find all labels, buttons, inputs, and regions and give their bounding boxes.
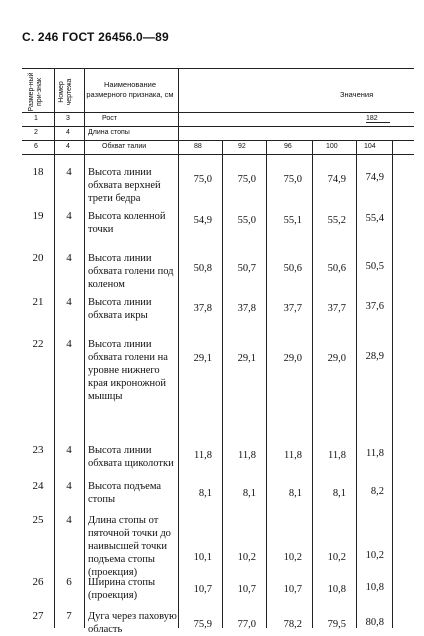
row-value: 10,8	[327, 584, 346, 595]
row-drawing-number: 4	[66, 338, 72, 350]
row-value: 50,6	[283, 263, 302, 274]
height-value: 182	[366, 115, 390, 123]
row-value: 78,2	[283, 619, 302, 630]
row-value: 11,8	[328, 450, 346, 461]
row-value: 10,7	[193, 584, 212, 595]
row-value: 29,0	[283, 353, 302, 364]
col-line	[178, 68, 179, 628]
waist-value: 92	[238, 143, 246, 150]
row-value: 8,1	[242, 488, 256, 499]
col-line	[84, 68, 85, 628]
control-row-name: Обхват талии	[102, 143, 147, 150]
row-name: Высота линии обхвата голени под коленом	[88, 253, 174, 290]
row-value: 74,9	[365, 172, 384, 183]
control-row-drawing: 4	[66, 143, 70, 150]
row-value: 50,7	[237, 263, 256, 274]
row-value: 8,2	[370, 486, 384, 497]
row-value: 55,2	[327, 215, 346, 226]
row-value: 55,4	[365, 213, 384, 224]
col-line	[222, 140, 223, 628]
row-value: 10,7	[237, 584, 256, 595]
row-name: Длина стопы от пяточной точки до наивысшей точки подъема стопы (проекция)	[88, 515, 171, 578]
row-value: 37,8	[193, 303, 212, 314]
row-value: 74,9	[327, 174, 346, 185]
page-header: С. 246 ГОСТ 26456.0—89	[22, 30, 169, 44]
row-number: 26	[32, 576, 44, 588]
header-values: Значения	[340, 90, 374, 99]
row-drawing-number: 4	[66, 252, 72, 264]
row-value: 28,9	[365, 351, 384, 362]
row-number: 27	[32, 610, 44, 622]
row-value: 10,2	[237, 552, 256, 563]
control-row-no: 6	[34, 143, 38, 150]
row-drawing-number: 6	[66, 576, 72, 588]
control-row-name: Рост	[102, 115, 117, 122]
row-name: Ширина стопы (проекция)	[88, 577, 156, 601]
header-name: Наименование размерного признака, см	[86, 80, 174, 99]
control-row-no: 2	[34, 129, 38, 136]
control-row-drawing: 4	[66, 129, 70, 136]
row-value: 10,8	[365, 582, 384, 593]
row-drawing-number: 4	[66, 166, 72, 178]
row-value: 10,7	[283, 584, 302, 595]
row-number: 20	[32, 252, 44, 264]
row-value: 10,2	[283, 552, 302, 563]
row-value: 11,8	[194, 450, 212, 461]
row-line	[22, 112, 414, 113]
data-table	[22, 68, 414, 635]
waist-value: 100	[326, 143, 338, 150]
row-value: 37,6	[365, 301, 384, 312]
row-value: 10,2	[365, 550, 384, 561]
row-drawing-number: 4	[66, 296, 72, 308]
row-name: Высота подъема стопы	[88, 481, 162, 505]
row-value: 11,8	[284, 450, 302, 461]
row-value: 80,8	[365, 617, 384, 628]
control-row-drawing: 3	[66, 115, 70, 122]
col-line	[392, 140, 393, 628]
row-drawing-number: 7	[66, 610, 72, 622]
row-number: 18	[32, 166, 44, 178]
row-number: 22	[32, 338, 44, 350]
waist-value: 88	[194, 143, 202, 150]
row-value: 29,1	[237, 353, 256, 364]
row-value: 11,8	[238, 450, 256, 461]
row-value: 29,0	[327, 353, 346, 364]
row-number: 25	[32, 514, 44, 526]
row-value: 37,7	[283, 303, 302, 314]
header-drawing-no: Номер чертежа	[58, 78, 73, 106]
waist-value: 104	[364, 143, 376, 150]
row-number: 23	[32, 444, 44, 456]
waist-value: 96	[284, 143, 292, 150]
row-value: 10,1	[193, 552, 212, 563]
row-value: 8,1	[332, 488, 346, 499]
row-value: 10,2	[327, 552, 346, 563]
row-value: 75,9	[193, 619, 212, 630]
row-number: 19	[32, 210, 44, 222]
row-number: 24	[32, 480, 44, 492]
row-name: Высота линии обхвата верхней трети бедра	[88, 167, 161, 204]
row-value: 50,6	[327, 263, 346, 274]
row-value: 75,0	[283, 174, 302, 185]
row-name: Высота линии обхвата щиколотки	[88, 445, 174, 469]
row-name: Высота линии обхвата икры	[88, 297, 152, 321]
row-drawing-number: 4	[66, 444, 72, 456]
row-value: 11,8	[366, 448, 384, 459]
row-value: 29,1	[193, 353, 212, 364]
row-drawing-number: 4	[66, 514, 72, 526]
row-value: 55,0	[237, 215, 256, 226]
row-value: 37,8	[237, 303, 256, 314]
row-value: 55,1	[283, 215, 302, 226]
row-drawing-number: 4	[66, 210, 72, 222]
row-value: 77,0	[237, 619, 256, 630]
table-top-border	[22, 68, 414, 69]
row-name: Дуга через паховую область	[88, 611, 177, 635]
row-value: 79,5	[327, 619, 346, 630]
row-value: 50,8	[193, 263, 212, 274]
col-line	[356, 140, 357, 628]
control-row-no: 1	[34, 115, 38, 122]
row-drawing-number: 4	[66, 480, 72, 492]
row-value: 75,0	[237, 174, 256, 185]
row-name: Высота линии обхвата голени на уровне нижнего края икроножной мышцы	[88, 339, 168, 402]
row-value: 75,0	[193, 174, 212, 185]
row-line	[22, 126, 414, 127]
row-value: 8,1	[198, 488, 212, 499]
col-line	[312, 140, 313, 628]
col-line	[266, 140, 267, 628]
row-value: 8,1	[288, 488, 302, 499]
header-size-sign-no: Размер-ный при-знак	[28, 72, 43, 112]
row-value: 37,7	[327, 303, 346, 314]
row-value: 54,9	[193, 215, 212, 226]
control-row-name: Длина стопы	[88, 129, 130, 136]
row-name: Высота коленной точки	[88, 211, 166, 235]
row-value: 50,5	[365, 261, 384, 272]
row-number: 21	[32, 296, 44, 308]
